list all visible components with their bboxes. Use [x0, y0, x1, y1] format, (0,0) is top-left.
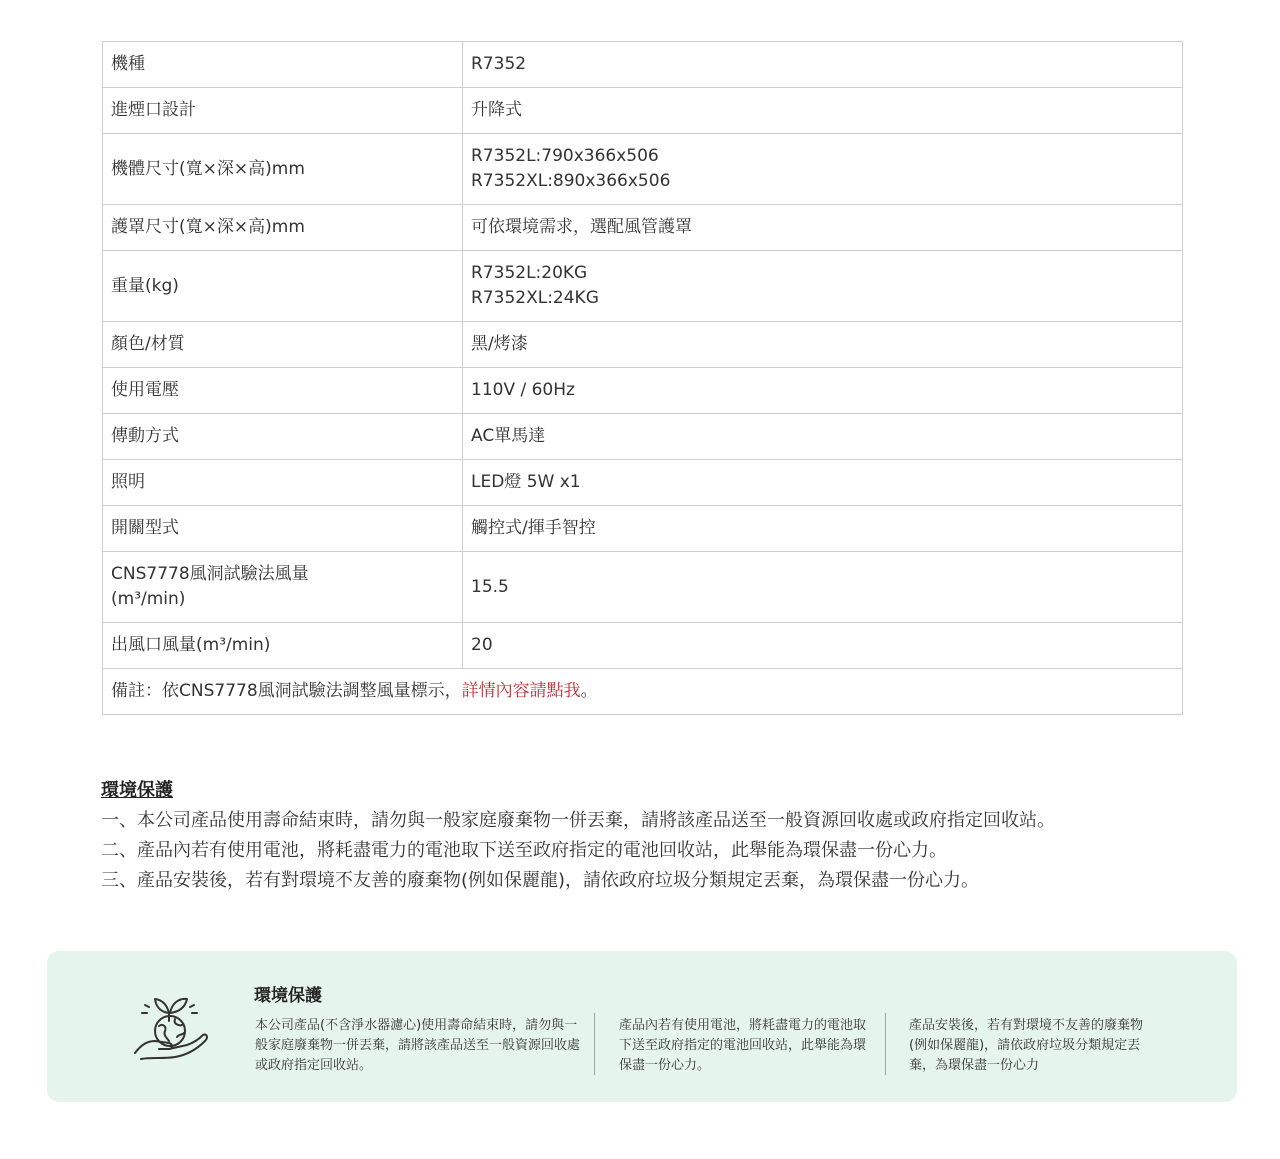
spec-label: 使用電壓: [103, 368, 463, 414]
spec-value: [463, 251, 1183, 322]
eco-card: [47, 951, 1237, 1102]
table-row: [103, 414, 1183, 460]
details-link[interactable]: 詳情內容請點我: [461, 681, 581, 701]
eco-card-text: 本公司產品(不含淨水器濾心)使用壽命結束時，請勿與一般家庭廢棄物一併丟棄，請將該產品送至一般資源回收處或政府指定回收站。: [255, 1018, 581, 1073]
table-row: [103, 205, 1183, 251]
spec-value: 110V / 60Hz: [463, 368, 1183, 414]
spec-label-line: (m³/min): [111, 589, 186, 609]
spec-label: 開關型式: [103, 506, 463, 552]
spec-value: 15.5: [463, 552, 1183, 623]
spec-value: [463, 134, 1183, 205]
table-row: [103, 669, 1183, 715]
spec-label: 護罩尺寸(寬×深×高)mm: [103, 205, 463, 251]
table-row: [103, 368, 1183, 414]
spec-value: 觸控式/揮手智控: [463, 506, 1183, 552]
spec-value: 升降式: [463, 88, 1183, 134]
spec-value: 20: [463, 623, 1183, 669]
table-row: [103, 322, 1183, 368]
table-row: [103, 623, 1183, 669]
divider: [885, 1013, 886, 1075]
spec-label-line: CNS7778風洞試驗法風量: [111, 564, 309, 584]
spec-value-line: R7352L:790x366x506: [471, 146, 659, 166]
environment-section: [101, 778, 1201, 896]
spec-value-line: R7352XL:890x366x506: [471, 171, 671, 191]
environment-line: 一、本公司產品使用壽命結束時，請勿與一般家庭廢棄物一併丟棄，請將該產品送至一般資源回收處或政府指定回收站。: [101, 810, 1055, 831]
divider: [594, 1013, 595, 1075]
spec-label: 重量(kg): [103, 251, 463, 322]
spec-value-line: R7352L:20KG: [471, 263, 588, 283]
spec-note: [103, 669, 1183, 715]
spec-label: 出風口風量(m³/min): [103, 623, 463, 669]
table-row: [103, 506, 1183, 552]
environment-title: 環境保護: [101, 780, 173, 801]
eco-card-text: 產品安裝後，若有對環境不友善的廢棄物(例如保麗龍)，請依政府垃圾分類規定丟棄，為環保盡一份心力: [909, 1018, 1144, 1073]
note-text: 備註：依CNS7778風洞試驗法調整風量標示，: [111, 681, 462, 701]
spec-value: 黑/烤漆: [463, 322, 1183, 368]
spec-label: 顏色/材質: [103, 322, 463, 368]
hand-holding-earth-icon: [127, 981, 212, 1066]
spec-label: 進煙口設計: [103, 88, 463, 134]
spec-value-line: R7352XL:24KG: [471, 288, 599, 308]
table-row: [103, 88, 1183, 134]
table-row: [103, 42, 1183, 88]
spec-value: R7352: [463, 42, 1183, 88]
spec-label: 傳動方式: [103, 414, 463, 460]
spec-value: 可依環境需求，選配風管護罩: [463, 205, 1183, 251]
eco-card-text: 產品內若有使用電池，將耗盡電力的電池取下送至政府指定的電池回收站，此舉能為環保盡一份心力。: [619, 1018, 867, 1073]
table-row: [103, 134, 1183, 205]
spec-label: 機種: [103, 42, 463, 88]
spec-label: 照明: [103, 460, 463, 506]
note-suffix: 。: [580, 681, 598, 701]
spec-label: 機體尺寸(寬×深×高)mm: [103, 134, 463, 205]
environment-line: 三、產品安裝後，若有對環境不友善的廢棄物(例如保麗龍)，請依政府垃圾分類規定丟棄，為環保盡一份心力。: [101, 870, 980, 891]
table-row: [103, 251, 1183, 322]
spec-label: [103, 552, 463, 623]
spec-value: AC單馬達: [463, 414, 1183, 460]
table-row: [103, 552, 1183, 623]
environment-line: 二、產品內若有使用電池，將耗盡電力的電池取下送至政府指定的電池回收站，此舉能為環保盡一份心力。: [101, 840, 947, 861]
spec-table: [102, 41, 1183, 715]
table-row: [103, 460, 1183, 506]
eco-card-title: 環境保護: [254, 986, 322, 1006]
spec-value: LED燈 5W x1: [463, 460, 1183, 506]
